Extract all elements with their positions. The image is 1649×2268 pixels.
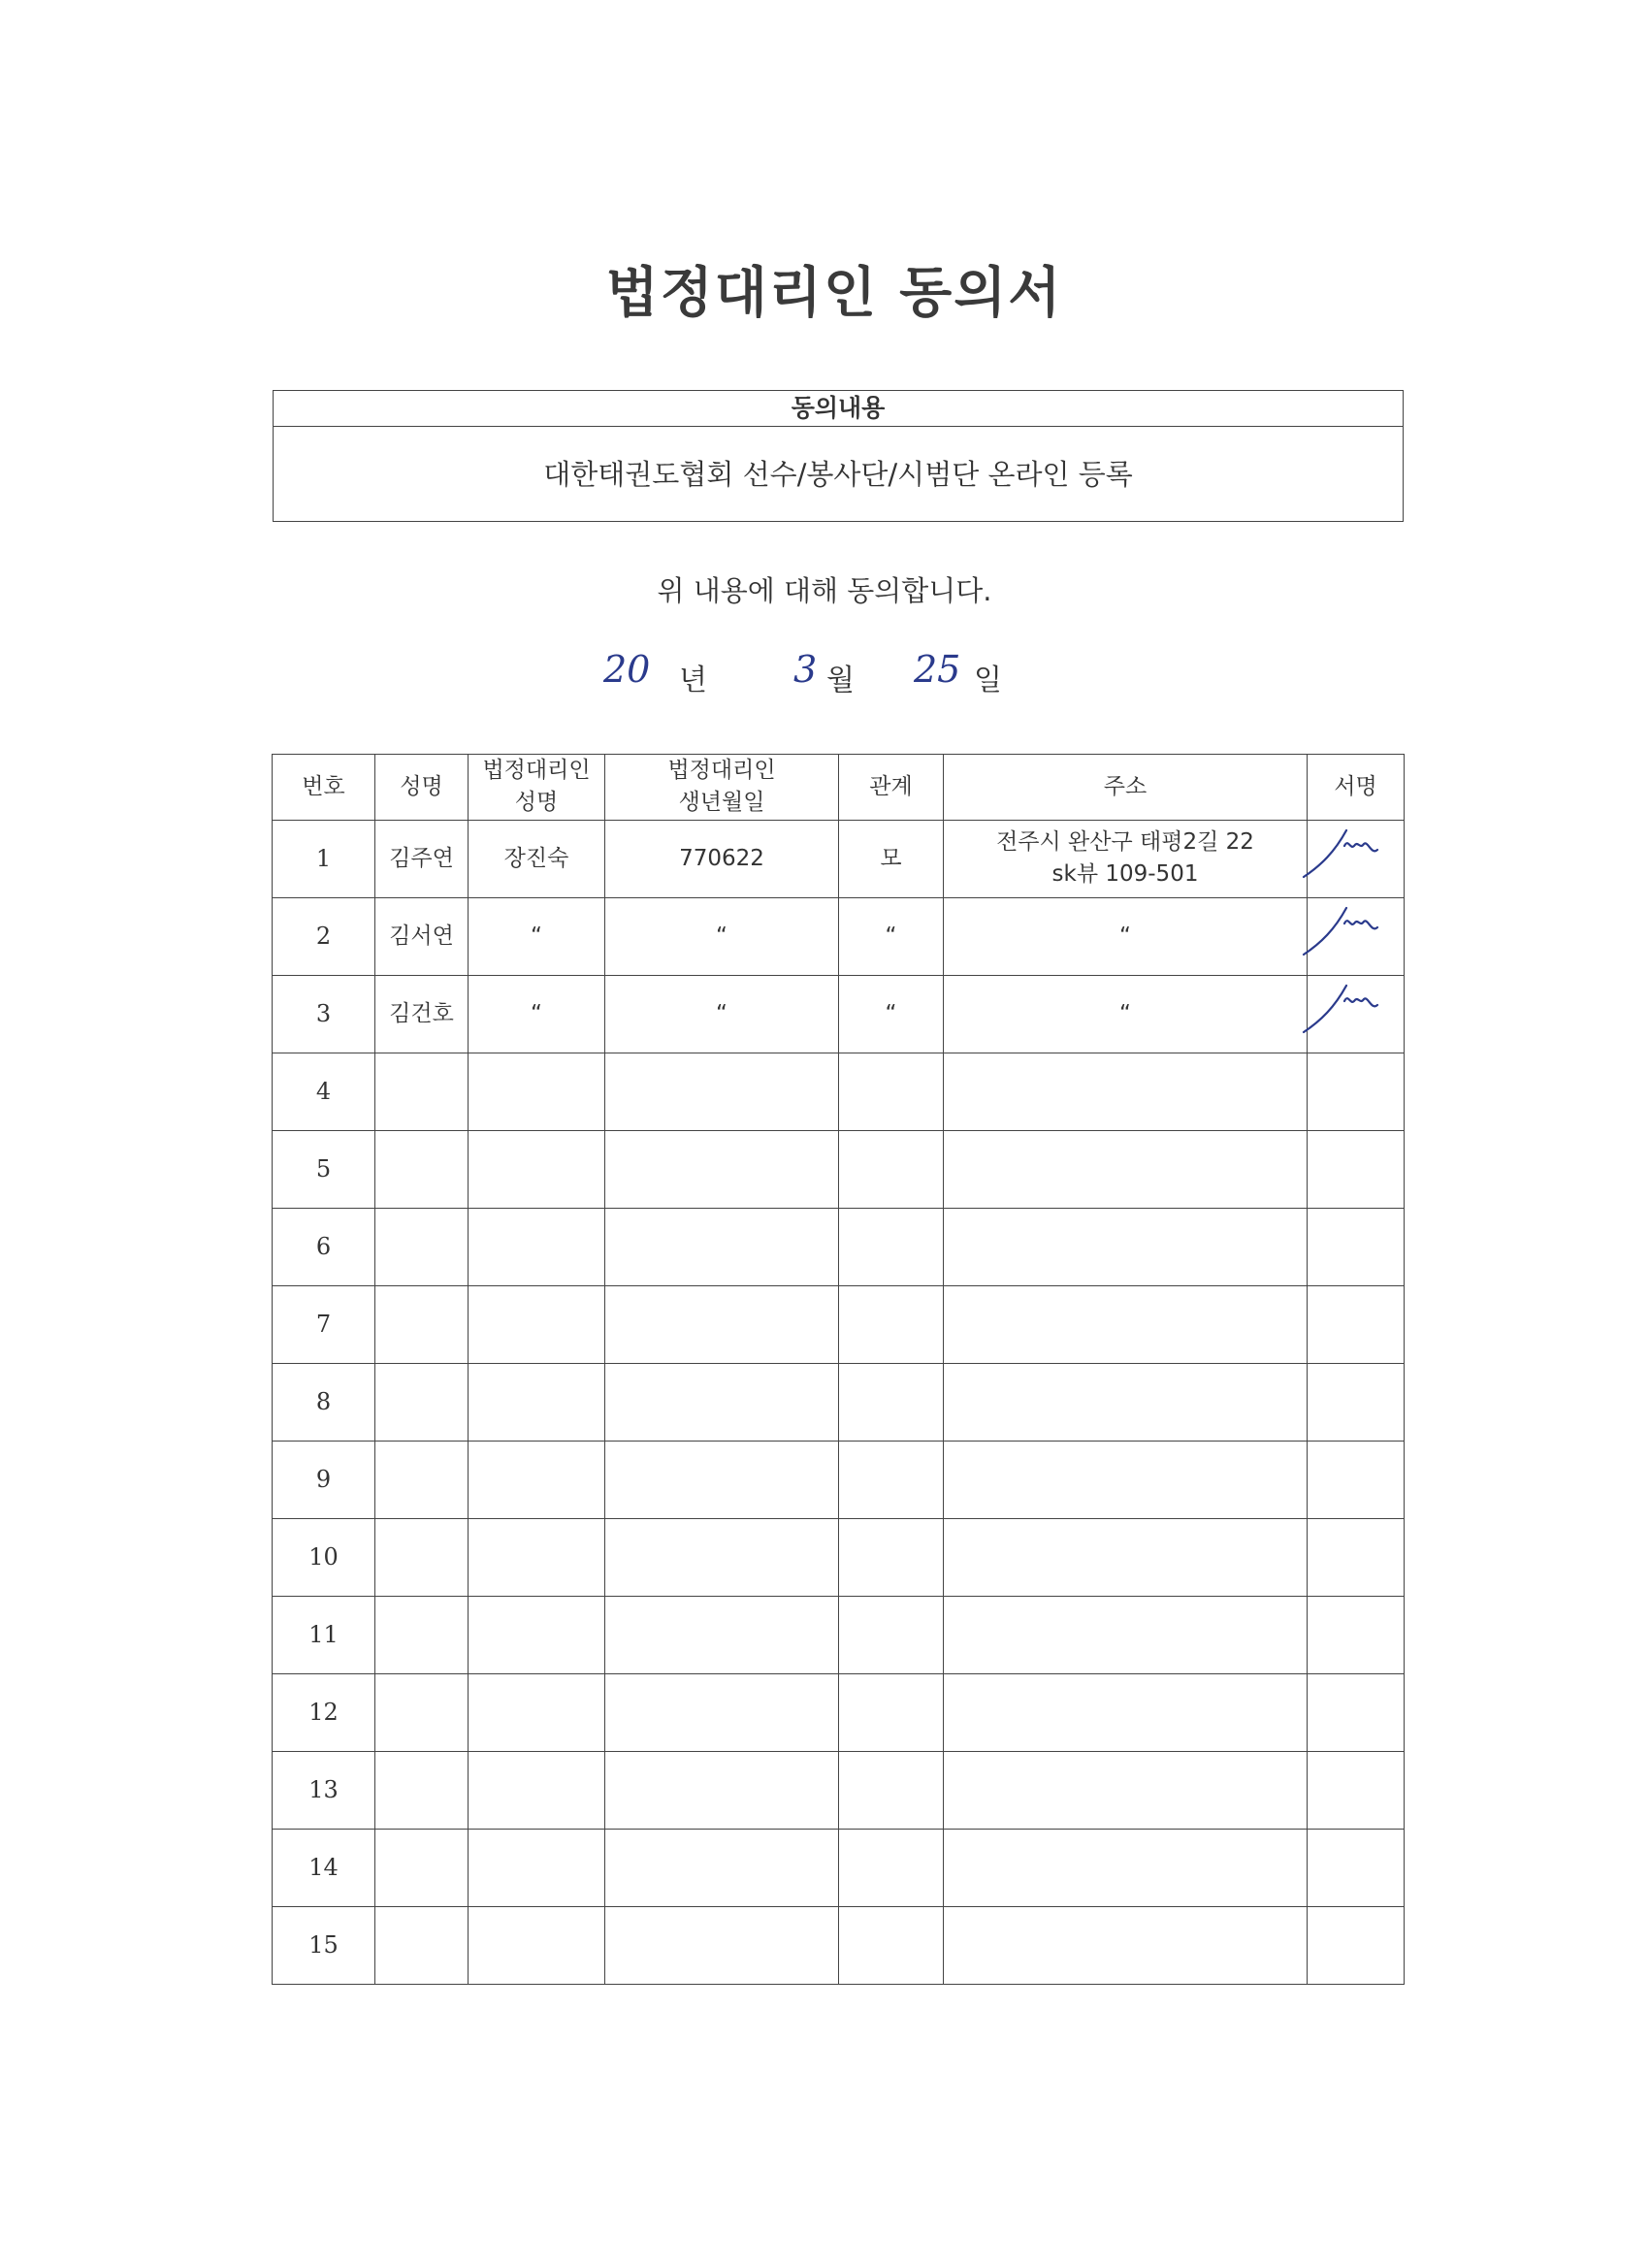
cell-address [944,897,1308,975]
cell-name [375,1208,469,1285]
cell-relation [839,1751,944,1829]
cell-address [944,820,1308,897]
cell-number: 13 [273,1751,375,1829]
cell-address [944,1518,1308,1596]
guardian-roster-table [272,754,1405,1985]
cell-guardian-name [469,1053,605,1130]
cell-address [944,1906,1308,1984]
date-day-handwritten: 25 [914,648,961,691]
cell-name [375,1673,469,1751]
cell-name: 김주연 [375,820,469,897]
cell-address-line2: sk뷰 109-501 [1051,861,1199,888]
header-signature: 서명 [1308,755,1405,821]
table-header-row [273,755,1405,821]
table-row [273,1829,1405,1906]
cell-number: 14 [273,1829,375,1906]
cell-signature [1308,897,1405,975]
header-guardian-birth-line2: 생년월일 [678,790,765,816]
table-row [273,1208,1405,1285]
date-month-handwritten: 3 [793,648,818,691]
cell-number: 11 [273,1596,375,1673]
cell-guardian-birth: 770622 [605,820,839,897]
cell-name [375,1596,469,1673]
cell-guardian-birth [605,1363,839,1441]
cell-relation [839,1285,944,1363]
cell-guardian-name [469,1596,605,1673]
table-body [273,820,1405,1984]
header-guardian-birth-line1: 법정대리인 [667,758,776,783]
cell-name [375,1363,469,1441]
page-title-part2: 동의서 [899,262,1063,325]
cell-relation: “ [839,975,944,1053]
cell-address [944,1363,1308,1441]
table-row [273,1363,1405,1441]
table-row [273,897,1405,975]
header-relation: 관계 [839,755,944,821]
cell-address [944,975,1308,1053]
table-row [273,1673,1405,1751]
cell-guardian-birth [605,1673,839,1751]
consent-header: 동의내용 [274,391,1403,427]
table-row [273,1596,1405,1673]
cell-signature [1308,1208,1405,1285]
cell-relation: “ [839,897,944,975]
cell-guardian-name [469,1751,605,1829]
cell-guardian-birth: “ [605,975,839,1053]
cell-signature [1308,1906,1405,1984]
cell-guardian-name [469,1285,605,1363]
cell-guardian-birth [605,1518,839,1596]
cell-name: 김서연 [375,897,469,975]
cell-guardian-name [469,1363,605,1441]
cell-relation [839,1053,944,1130]
cell-signature [1308,1751,1405,1829]
cell-guardian-birth [605,1208,839,1285]
cell-guardian-name: “ [469,897,605,975]
table-row [273,975,1405,1053]
page-title [0,250,1649,328]
date-day-unit: 일 [974,664,1002,697]
table-row [273,1130,1405,1208]
cell-address [944,1208,1308,1285]
handwritten-signature [1294,817,1391,891]
cell-number: 8 [273,1363,375,1441]
cell-signature [1308,975,1405,1053]
cell-guardian-name: 장진숙 [469,820,605,897]
cell-number: 3 [273,975,375,1053]
cell-relation [839,1208,944,1285]
table-row [273,1441,1405,1518]
cell-number: 4 [273,1053,375,1130]
cell-relation [839,1906,944,1984]
cell-name [375,1751,469,1829]
cell-number: 10 [273,1518,375,1596]
cell-relation [839,1441,944,1518]
cell-guardian-birth [605,1751,839,1829]
consent-box [273,390,1404,522]
cell-relation [839,1829,944,1906]
consent-content: 대한태권도협회 선수/봉사단/시범단 온라인 등록 [543,458,1133,491]
cell-signature [1308,1518,1405,1596]
handwritten-signature [1294,972,1391,1046]
cell-guardian-name [469,1829,605,1906]
handwritten-signature [1294,894,1391,968]
cell-name [375,1053,469,1130]
date-year-handwritten: 20 [603,648,651,691]
cell-number: 15 [273,1906,375,1984]
cell-number: 1 [273,820,375,897]
cell-name [375,1906,469,1984]
header-guardian-name-line1: 법정대리인 [482,758,591,783]
cell-address [944,1596,1308,1673]
header-number: 번호 [273,755,375,821]
table-row [273,1053,1405,1130]
cell-guardian-name [469,1673,605,1751]
cell-address [944,1053,1308,1130]
page-title-part1: 법정대리인 [605,262,879,325]
cell-number: 12 [273,1673,375,1751]
cell-relation [839,1363,944,1441]
agreement-statement: 위 내용에 대해 동의합니다. [657,574,992,607]
header-guardian-birth [605,755,839,821]
cell-signature [1308,820,1405,897]
cell-signature [1308,1441,1405,1518]
cell-guardian-birth [605,1285,839,1363]
cell-relation [839,1518,944,1596]
cell-guardian-birth: “ [605,897,839,975]
table-row [273,820,1405,897]
cell-guardian-birth [605,1596,839,1673]
cell-address [944,1285,1308,1363]
date-year-unit: 년 [679,664,707,697]
cell-address-line1: “ [1119,1000,1131,1026]
signing-date [601,648,1018,706]
cell-signature [1308,1285,1405,1363]
cell-guardian-birth [605,1906,839,1984]
cell-relation [839,1596,944,1673]
cell-signature [1308,1829,1405,1906]
cell-name [375,1130,469,1208]
header-guardian-name [469,755,605,821]
header-address: 주소 [944,755,1308,821]
cell-guardian-birth [605,1130,839,1208]
cell-relation: 모 [839,820,944,897]
cell-number: 2 [273,897,375,975]
cell-signature [1308,1053,1405,1130]
cell-name [375,1285,469,1363]
date-month-unit: 월 [826,664,855,697]
header-name: 성명 [375,755,469,821]
table-row [273,1906,1405,1984]
cell-address [944,1130,1308,1208]
cell-signature [1308,1130,1405,1208]
cell-signature [1308,1673,1405,1751]
cell-number: 7 [273,1285,375,1363]
cell-guardian-birth [605,1053,839,1130]
cell-signature [1308,1363,1405,1441]
table-row [273,1751,1405,1829]
cell-guardian-birth [605,1441,839,1518]
cell-name [375,1441,469,1518]
cell-guardian-name [469,1208,605,1285]
cell-relation [839,1130,944,1208]
cell-address-line1: 전주시 완산구 태평2길 22 [996,828,1254,855]
cell-number: 9 [273,1441,375,1518]
cell-relation [839,1673,944,1751]
cell-number: 5 [273,1130,375,1208]
cell-guardian-name [469,1906,605,1984]
table-row [273,1518,1405,1596]
cell-signature [1308,1596,1405,1673]
cell-guardian-name [469,1518,605,1596]
header-guardian-name-line2: 성명 [514,790,559,816]
cell-guardian-name [469,1130,605,1208]
cell-guardian-birth [605,1829,839,1906]
cell-number: 6 [273,1208,375,1285]
cell-name: 김건호 [375,975,469,1053]
cell-name [375,1518,469,1596]
cell-guardian-name [469,1441,605,1518]
cell-guardian-name: “ [469,975,605,1053]
table-row [273,1285,1405,1363]
cell-address [944,1673,1308,1751]
cell-address-line1: “ [1119,923,1131,949]
cell-address [944,1441,1308,1518]
cell-address [944,1829,1308,1906]
cell-name [375,1829,469,1906]
cell-address [944,1751,1308,1829]
